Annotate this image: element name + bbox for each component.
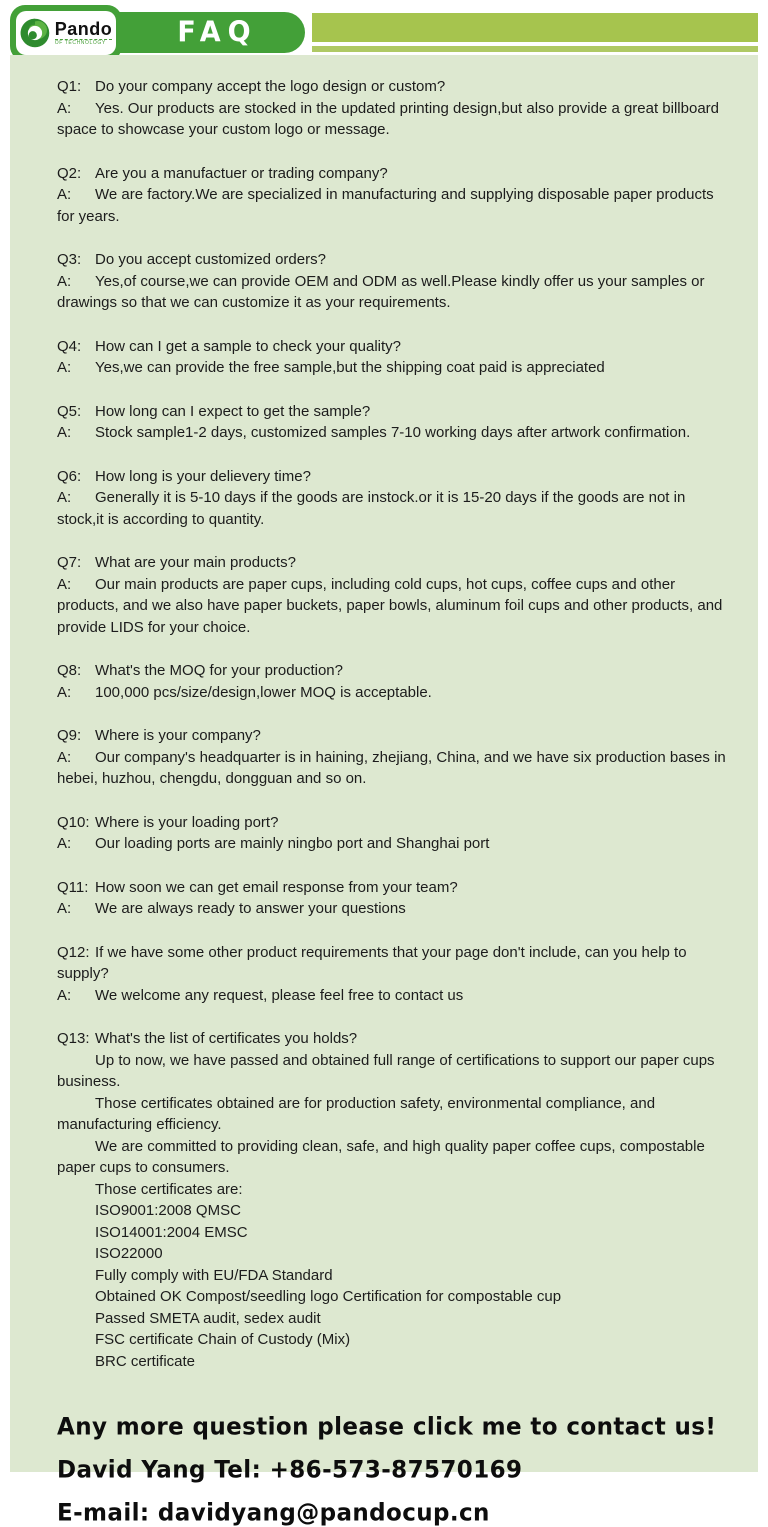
faq-item	[57, 942, 726, 1007]
faq-answer: A: Yes,we can provide the free sample,but the shipping coat paid is appreciated	[57, 357, 726, 379]
faq-answer: A: We are always ready to answer your questions	[57, 898, 726, 920]
faq-answer-line: Those certificates are:	[95, 1180, 243, 1198]
faq-question: Q4: How can I get a sample to check your quality?	[57, 336, 726, 358]
faq-answer: A: Yes. Our products are stocked in the updated printing design,but also provide a great billboard space to showcase your custom logo or message.	[57, 99, 720, 138]
brand-name: Pando	[54, 19, 113, 39]
faq-question: Q2: Are you a manufactuer or trading company?	[57, 163, 726, 185]
question-number: Q12:	[57, 943, 90, 961]
answer-label: A:	[57, 424, 72, 441]
faq-item	[57, 725, 726, 790]
faq-question: Q13: What's the list of certificates you holds?	[57, 1028, 726, 1050]
faq-answer-line: Passed SMETA audit, sedex audit	[95, 1309, 321, 1327]
faq-question: Q6: How long is your delievery time?	[57, 466, 726, 488]
faq-answer: A: We are factory.We are specialized in manufacturing and supplying disposable paper products for years.	[57, 186, 714, 225]
question-number: Q1:	[57, 78, 82, 95]
faq-answer-line: We are committed to providing clean, safe, and high quality paper coffee cups, compostable paper cups to consumers.	[57, 1137, 705, 1176]
faq-question: Q10: Where is your loading port?	[57, 812, 726, 834]
faq-answer-line: FSC certificate Chain of Custody (Mix)	[95, 1331, 351, 1348]
faq-answer: A: Generally it is 5-10 days if the goods are instock.or it is 15-20 days if the goods are not in stock,it is according to quantity.	[57, 489, 686, 528]
brand-logo-tab	[10, 5, 122, 61]
faq-item	[57, 1028, 726, 1372]
faq-answer: A: Our company's headquarter is in haining, zhejiang, China, and we have six production bases in hebei, huzhou, chengdu, dongguan and so on.	[57, 748, 726, 787]
brand-tagline: OF TECHNOLOGY	[55, 39, 113, 46]
contact-phone: David Yang Tel: +86-573-87570169	[57, 1456, 523, 1484]
answer-label: A:	[57, 835, 72, 852]
header-stripe-thin	[312, 46, 758, 52]
faq-question: Q3: Do you accept customized orders?	[57, 249, 726, 271]
question-number: Q8:	[57, 662, 82, 679]
header-stripe-main	[312, 13, 758, 42]
faq-answer: A: Stock sample1-2 days, customized samples 7-10 working days after artwork confirmation.	[57, 422, 726, 444]
question-number: Q5:	[57, 402, 82, 420]
faq-answer: A: Our loading ports are mainly ningbo port and Shanghai port	[57, 833, 726, 855]
faq-item	[57, 552, 726, 638]
question-number: Q7:	[57, 554, 82, 571]
faq-question: Q7: What are your main products?	[57, 552, 726, 574]
faq-item	[57, 76, 726, 141]
brand-logo-card	[16, 11, 116, 55]
faq-answer-line: ISO9001:2008 QMSC	[95, 1202, 241, 1219]
faq-answer-line: ISO14001:2004 EMSC	[95, 1223, 248, 1241]
brand-text	[55, 20, 113, 46]
faq-item	[57, 249, 726, 314]
page-header	[0, 0, 768, 62]
faq-answer: A: We welcome any request, please feel free to contact us	[57, 985, 726, 1007]
faq-answer: A: Yes,of course,we can provide OEM and ODM as well.Please kindly offer us your samples or drawings so that we can customize it as your requirements.	[57, 272, 705, 311]
answer-label: A:	[57, 900, 72, 917]
answer-label: A:	[57, 986, 72, 1004]
faq-answer: A: Our main products are paper cups, including cold cups, hot cups, coffee cups and other products, and we also have paper buckets, paper bowls, aluminum foil cups and other products, and provide LIDS for your choice.	[57, 575, 723, 636]
faq-item	[57, 877, 726, 920]
faq-answer-line: Obtained OK Compost/seedling logo Certification for compostable cup	[95, 1288, 562, 1305]
answer-label: A:	[57, 575, 72, 593]
page-title: FAQ	[177, 16, 258, 49]
faq-question: Q12: If we have some other product requirements that your page don't include, can you help to supply?	[57, 943, 687, 982]
faq-question: Q1: Do your company accept the logo design or custom?	[57, 76, 726, 98]
faq-list	[57, 76, 726, 1372]
answer-label: A:	[57, 272, 72, 290]
question-number: Q10:	[57, 813, 90, 831]
pando-swirl-icon	[20, 18, 50, 48]
faq-question: Q8: What's the MOQ for your production?	[57, 660, 726, 682]
contact-cta[interactable]: Any more question please click me to contact us!	[57, 1413, 717, 1441]
faq-content-panel	[10, 55, 758, 1527]
answer-label: A:	[57, 99, 72, 117]
question-number: Q2:	[57, 164, 82, 182]
answer-label: A:	[57, 489, 72, 506]
question-number: Q9:	[57, 727, 82, 744]
faq-answer-line: ISO22000	[95, 1245, 163, 1262]
question-number: Q13:	[57, 1030, 90, 1047]
faq-answer-line: Up to now, we have passed and obtained full range of certifications to support our paper cups business.	[57, 1051, 715, 1090]
faq-answer-line: Fully comply with EU/FDA Standard	[95, 1266, 333, 1284]
faq-answer-line: BRC certificate	[95, 1352, 196, 1370]
faq-question: Q5: How long can I expect to get the sample?	[57, 401, 726, 423]
faq-item	[57, 163, 726, 228]
faq-answer-line: Those certificates obtained are for production safety, environmental compliance, and manufacturing efficiency.	[57, 1094, 656, 1133]
faq-item	[57, 336, 726, 379]
question-number: Q6:	[57, 467, 82, 485]
answer-label: A:	[57, 186, 72, 203]
answer-label: A:	[57, 683, 72, 701]
contact-email[interactable]: E-mail: davidyang@pandocup.cn	[57, 1499, 490, 1527]
faq-answer: A: 100,000 pcs/size/design,lower MOQ is acceptable.	[57, 682, 726, 704]
faq-question: Q9: Where is your company?	[57, 725, 726, 747]
answer-label: A:	[57, 359, 72, 376]
faq-item	[57, 466, 726, 531]
faq-item	[57, 401, 726, 444]
faq-question: Q11: How soon we can get email response from your team?	[57, 877, 726, 899]
faq-item	[57, 812, 726, 855]
question-number: Q11:	[57, 878, 89, 896]
contact-block	[57, 1413, 726, 1527]
answer-label: A:	[57, 748, 72, 766]
question-number: Q4:	[57, 337, 82, 355]
question-number: Q3:	[57, 251, 82, 268]
faq-item	[57, 660, 726, 703]
